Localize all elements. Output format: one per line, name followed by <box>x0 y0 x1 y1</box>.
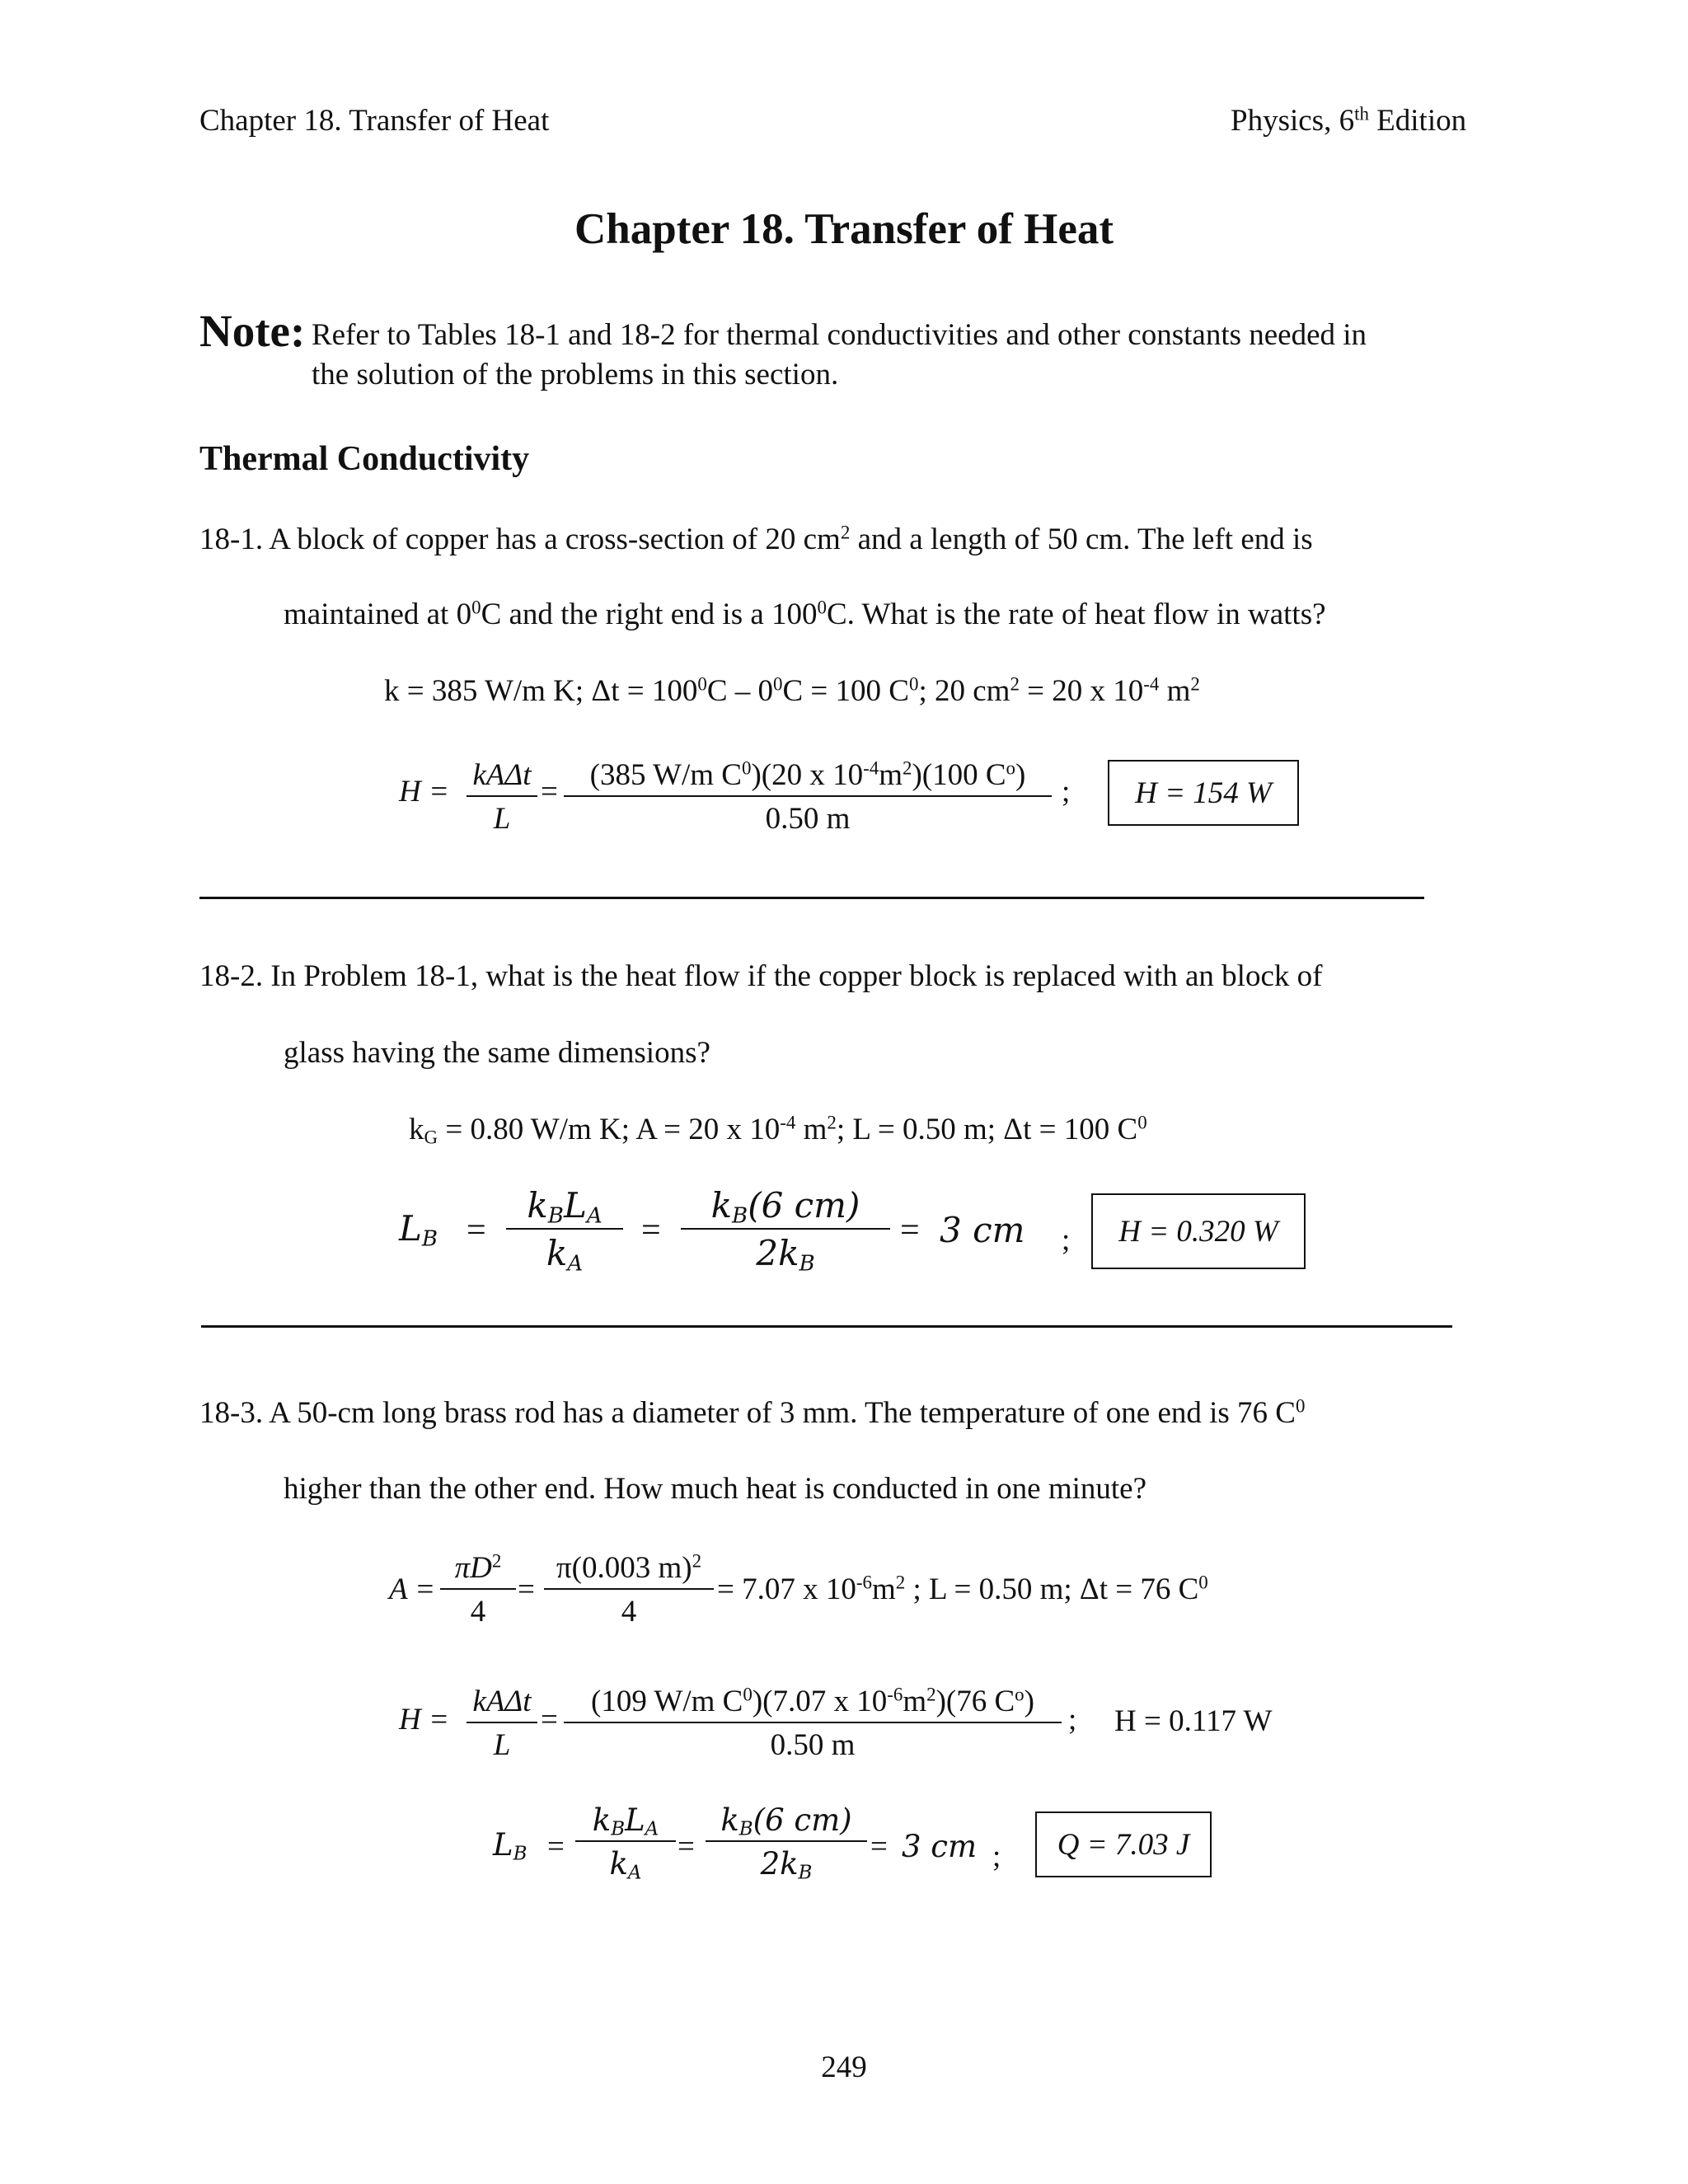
running-header-left: Chapter 18. Transfer of Heat <box>199 104 550 138</box>
fraction-formula <box>575 1802 676 1884</box>
divider <box>199 897 1424 899</box>
fraction-formula <box>467 760 537 834</box>
page-title: Chapter 18. Transfer of Heat <box>574 205 1114 253</box>
fraction-denominator: $2k_B$ <box>760 1846 813 1884</box>
equation-lhs: H = <box>399 775 449 808</box>
fraction-denominator: $2k_B$ <box>756 1233 815 1277</box>
semicolon: ; <box>1068 1703 1077 1736</box>
note-line-2: the solution of the problems in this section. <box>312 358 839 391</box>
semicolon: ; <box>1062 775 1071 808</box>
running-header-right: Physics, 6th Edition <box>1231 103 1467 138</box>
equals-sign: = <box>467 1212 486 1249</box>
fraction-numerator: $\pi D^2$ <box>454 1550 502 1585</box>
problem-18-1-given: k = 385 W/m K; $\Delta t = 100^0C - 0^0C = 100$ $C^0$; 20 $cm^2 = 20$ x $10^{-4}$ $m^2$ <box>384 673 1200 708</box>
problem-18-2-given: $k_G = 0.80$ W/m K; A = 20 x $10^{-4}$ $m^2$; L = 0.50 m; Δt = 100 $C^0$ <box>409 1112 1147 1148</box>
equation-result: 3 cm <box>902 1829 978 1864</box>
divider <box>201 1325 1452 1328</box>
fraction-numerator: kAΔt <box>472 1685 532 1718</box>
problem-18-2-text-line-1: 18-2. In Problem 18-1, what is the heat flow if the copper block is replaced with an block of <box>199 959 1323 993</box>
equation-lhs: $L_B$ <box>493 1827 528 1865</box>
fraction-substitution <box>564 1686 1062 1760</box>
equation-lhs: A = <box>389 1572 436 1606</box>
problem-18-3-text-line-2: higher than the other end. How much heat is conducted in one minute? <box>284 1472 1147 1506</box>
fraction-denominator: $k_A$ <box>609 1846 642 1884</box>
problem-18-2-text-line-2: glass having the same dimensions? <box>284 1036 710 1070</box>
fraction-denominator: L <box>493 1728 511 1762</box>
fraction-area-substitution <box>544 1550 714 1629</box>
answer-box-18-1: H = 154 W <box>1108 760 1299 826</box>
equals-sign: = <box>541 1703 558 1736</box>
fraction-formula <box>467 1686 537 1760</box>
fraction-substitution <box>564 757 1052 836</box>
fraction-substitution <box>681 1185 890 1277</box>
equals-sign: = <box>541 775 558 808</box>
fraction-denominator: L <box>493 802 511 836</box>
equation-lhs: $L_B$ <box>399 1208 438 1252</box>
fraction-numerator: (109 W/m $C^0)(7.07$ x $10^{-6}m^2)(76$ $C^o$) <box>591 1684 1034 1718</box>
fraction-substitution <box>706 1802 867 1884</box>
area-result: = 7.07 x $10^{-6}m^2$ ; L = 0.50 m; Δt = 76 $C^0$ <box>717 1572 1208 1606</box>
fraction-denominator: 0.50 m <box>770 1728 856 1762</box>
problem-18-1-text-line-2: maintained at $0^0C$ and the right end is a $100^0C$. What is the rate of heat flow in watts? <box>284 597 1326 631</box>
equation-lhs: H = <box>399 1703 449 1736</box>
fraction-denominator: 4 <box>470 1595 486 1629</box>
equals-sign: = <box>870 1830 888 1863</box>
fraction-numerator: kAΔt <box>472 758 532 792</box>
equation-result: 3 cm <box>940 1210 1025 1250</box>
page-number: 249 <box>821 2050 867 2084</box>
section-heading: Thermal Conductivity <box>199 440 530 478</box>
equals-sign: = <box>641 1212 661 1249</box>
fraction-denominator: 0.50 m <box>765 802 851 836</box>
fraction-denominator: 4 <box>621 1595 637 1629</box>
problem-18-3-text-line-1: 18-3. A 50-cm long brass rod has a diameter of 3 mm. The temperature of one end is 76 $C^0$ <box>199 1395 1306 1430</box>
semicolon: ; <box>992 1840 1001 1873</box>
fraction-denominator: $k_A$ <box>546 1233 584 1277</box>
fraction-formula <box>506 1185 623 1277</box>
fraction-numerator: $k_B(6$ cm) <box>710 1185 860 1229</box>
fraction-area-formula <box>440 1550 516 1629</box>
equals-sign: = <box>678 1830 695 1863</box>
equals-sign: = <box>518 1572 535 1606</box>
note-line-1: Refer to Tables 18-1 and 18-2 for thermal conductivities and other constants needed in <box>312 318 1367 352</box>
answer-box-18-2: H = 0.320 W <box>1091 1193 1306 1269</box>
fraction-numerator: $k_BL_A$ <box>592 1802 659 1840</box>
fraction-numerator: $k_B(6$ cm) <box>720 1802 852 1840</box>
note-label: Note: <box>199 306 306 356</box>
heat-result: H = 0.117 W <box>1114 1704 1273 1738</box>
equals-sign: = <box>547 1830 565 1863</box>
problem-18-1-text-line-1: 18-1. A block of copper has a cross-section of 20 $cm^2$ and a length of 50 cm. The left end is <box>199 522 1313 556</box>
fraction-numerator: π(0.003 m)$^2$ <box>556 1550 702 1585</box>
semicolon: ; <box>1062 1223 1071 1257</box>
fraction-numerator: (385 W/m $C^0)(20$ x $10^{-4}m^2)(100$ $C^o$) <box>589 757 1026 792</box>
equals-sign: = <box>900 1212 920 1249</box>
answer-box-18-3: Q = 7.03 J <box>1035 1811 1212 1877</box>
fraction-numerator: $k_BL_A$ <box>527 1185 603 1229</box>
